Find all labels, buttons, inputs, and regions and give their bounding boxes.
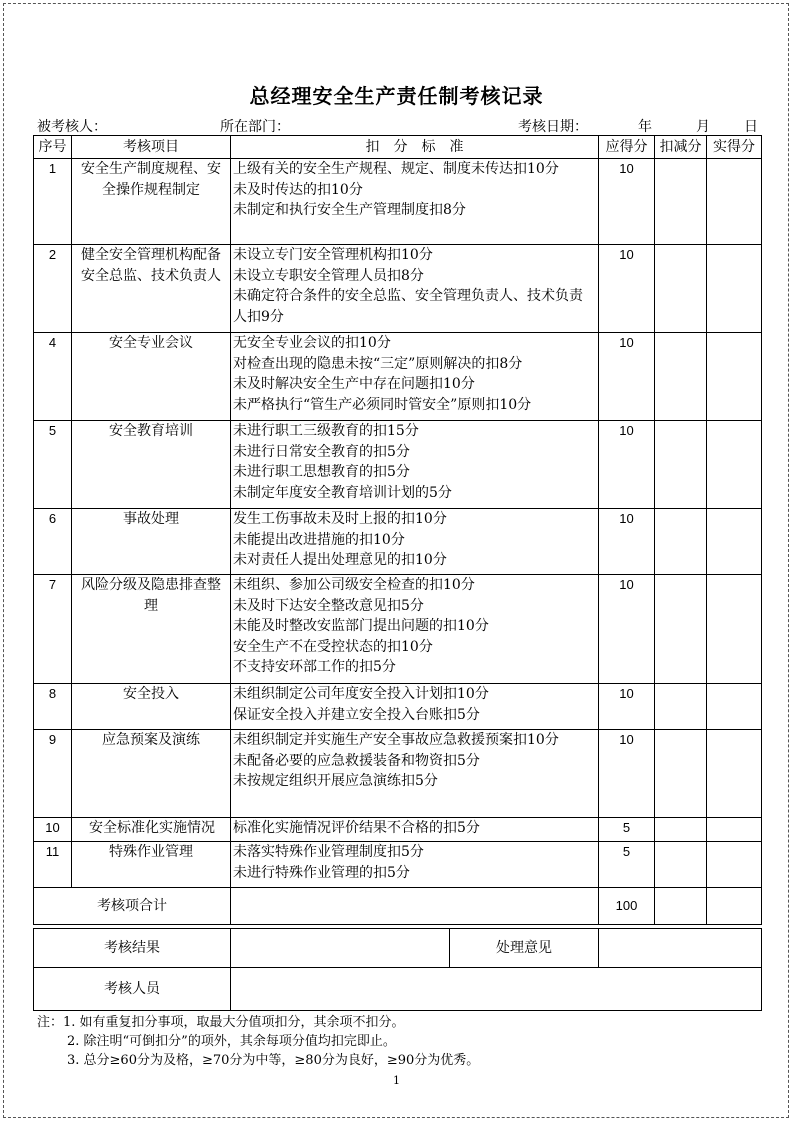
standard-line: 对检查出现的隐患未按“三定”原则解决的扣8分 xyxy=(233,355,523,372)
row-standard xyxy=(231,842,599,888)
row-standard xyxy=(231,684,599,730)
standard-line: 未配备必要的应急救援装备和物资扣5分 xyxy=(233,752,480,769)
row-actual-input[interactable] xyxy=(707,730,762,818)
row-no: 9 xyxy=(34,730,72,818)
total-actual-input[interactable] xyxy=(707,888,762,925)
table-header-row xyxy=(34,136,762,159)
opinion-input[interactable] xyxy=(599,929,762,968)
row-deduct-input[interactable] xyxy=(655,159,707,245)
standard-line: 未组织制定并实施生产安全事故应急救援预案扣10分 xyxy=(233,732,559,748)
row-full-score: 10 xyxy=(599,684,655,730)
assessor-label: 考核人员 xyxy=(34,968,231,1011)
header-standard: 扣 分 标 准 xyxy=(231,136,599,159)
standard-line: 未对责任人提出处理意见的扣10分 xyxy=(233,552,447,569)
row-no: 6 xyxy=(34,509,72,575)
standard-line: 未设立专职安全管理人员扣8分 xyxy=(233,267,424,284)
assessor-input[interactable] xyxy=(231,968,762,1011)
row-actual-input[interactable] xyxy=(707,245,762,333)
row-item: 安全教育培训 xyxy=(72,421,231,509)
row-no: 4 xyxy=(34,333,72,421)
row-standard xyxy=(231,333,599,421)
result-row xyxy=(34,929,762,968)
standard-line: 未严格执行“管生产必须同时管安全”原则扣10分 xyxy=(233,396,532,413)
date-label: 考核日期： xyxy=(518,119,588,135)
standard-line: 未确定符合条件的安全总监、安全管理负责人、技术负责人扣9分 xyxy=(233,288,583,325)
total-label: 考核项合计 xyxy=(34,888,231,925)
header-item: 考核项目 xyxy=(72,136,231,159)
row-standard xyxy=(231,159,599,245)
examinee-label: 被考核人： xyxy=(37,119,107,135)
row-full-score: 10 xyxy=(599,245,655,333)
total-deduct-input[interactable] xyxy=(655,888,707,925)
row-standard xyxy=(231,509,599,575)
row-full-score: 10 xyxy=(599,159,655,245)
row-item: 特殊作业管理 xyxy=(72,842,231,888)
table-row xyxy=(34,245,762,333)
standard-line: 保证安全投入并建立安全投入台账扣5分 xyxy=(233,706,480,723)
standard-line: 未按规定组织开展应急演练扣5分 xyxy=(233,773,438,790)
standard-line: 未能提出改进措施的扣10分 xyxy=(233,531,405,548)
row-item: 应急预案及演练 xyxy=(72,730,231,818)
row-standard xyxy=(231,730,599,818)
header-full-score: 应得分 xyxy=(599,136,655,159)
standard-line: 未制定年度安全教育培训计划的5分 xyxy=(233,484,452,501)
row-deduct-input[interactable] xyxy=(655,245,707,333)
row-actual-input[interactable] xyxy=(707,818,762,842)
row-item: 事故处理 xyxy=(72,509,231,575)
row-actual-input[interactable] xyxy=(707,333,762,421)
standard-line: 未组织制定公司年度安全投入计划扣10分 xyxy=(233,686,489,702)
result-input[interactable] xyxy=(231,929,450,968)
note-line: 2. 除注明“可倒扣分”的项外，其余每项分值均扣完即止。 xyxy=(67,1034,396,1049)
row-deduct-input[interactable] xyxy=(655,421,707,509)
row-deduct-input[interactable] xyxy=(655,575,707,684)
row-deduct-input[interactable] xyxy=(655,842,707,888)
table-row xyxy=(34,684,762,730)
standard-line: 未进行职工思想教育的扣5分 xyxy=(233,464,410,481)
table-row xyxy=(34,421,762,509)
row-standard xyxy=(231,421,599,509)
standard-line: 未进行日常安全教育的扣5分 xyxy=(233,443,410,460)
standard-line: 未能及时整改安监部门提出问题的扣10分 xyxy=(233,618,489,635)
row-full-score: 10 xyxy=(599,333,655,421)
date-month: 月 xyxy=(696,119,710,135)
row-no: 1 xyxy=(34,159,72,245)
row-deduct-input[interactable] xyxy=(655,818,707,842)
row-item: 健全安全管理机构配备安全总监、技术负责人 xyxy=(72,245,231,333)
row-actual-input[interactable] xyxy=(707,509,762,575)
row-full-score: 5 xyxy=(599,842,655,888)
table-row xyxy=(34,730,762,818)
note-line: 注：1. 如有重复扣分事项，取最大分值项扣分，其余项不扣分。 xyxy=(37,1015,405,1030)
page-number: 1 xyxy=(393,1074,400,1087)
table-row xyxy=(34,159,762,245)
page-title: 总经理安全生产责任制考核记录 xyxy=(249,84,544,108)
row-deduct-input[interactable] xyxy=(655,509,707,575)
standard-line: 未及时下达安全整改意见扣5分 xyxy=(233,597,424,614)
opinion-label: 处理意见 xyxy=(450,929,599,968)
table-row xyxy=(34,818,762,842)
assessor-row xyxy=(34,968,762,1011)
standard-line: 标准化实施情况评价结果不合格的扣5分 xyxy=(233,820,480,836)
row-standard xyxy=(231,575,599,684)
row-item: 安全生产制度规程、安全操作规程制定 xyxy=(72,159,231,245)
standard-line: 未及时传达的扣10分 xyxy=(233,181,363,198)
standard-line: 未进行特殊作业管理的扣5分 xyxy=(233,864,410,881)
standard-line: 未进行职工三级教育的扣15分 xyxy=(233,423,419,439)
table-row xyxy=(34,842,762,888)
row-full-score: 5 xyxy=(599,818,655,842)
row-no: 8 xyxy=(34,684,72,730)
table-row xyxy=(34,333,762,421)
assessment-table xyxy=(33,135,762,925)
row-standard xyxy=(231,245,599,333)
header-actual: 实得分 xyxy=(707,136,762,159)
row-deduct-input[interactable] xyxy=(655,333,707,421)
total-score: 100 xyxy=(599,888,655,925)
row-item: 安全投入 xyxy=(72,684,231,730)
note-line: 3. 总分≥60分为及格，≥70分为中等，≥80分为良好，≥90分为优秀。 xyxy=(67,1053,480,1068)
row-deduct-input[interactable] xyxy=(655,684,707,730)
row-item: 安全标准化实施情况 xyxy=(72,818,231,842)
date-day: 日 xyxy=(744,119,758,135)
notes xyxy=(37,1013,479,1070)
row-item: 风险分级及隐患排查整理 xyxy=(72,575,231,684)
row-item: 安全专业会议 xyxy=(72,333,231,421)
row-full-score: 10 xyxy=(599,575,655,684)
row-actual-input[interactable] xyxy=(707,684,762,730)
row-no: 11 xyxy=(34,842,72,888)
row-full-score: 10 xyxy=(599,730,655,818)
row-full-score: 10 xyxy=(599,421,655,509)
standard-line: 未组织、参加公司级安全检查的扣10分 xyxy=(233,577,475,593)
header-no: 序号 xyxy=(34,136,72,159)
table-row xyxy=(34,575,762,684)
total-row xyxy=(34,888,762,925)
total-standard-cell xyxy=(231,888,599,925)
row-no: 10 xyxy=(34,818,72,842)
date-year: 年 xyxy=(638,119,652,135)
row-actual-input[interactable] xyxy=(707,575,762,684)
header-deduct: 扣减分 xyxy=(655,136,707,159)
standard-line: 安全生产不在受控状态的扣10分 xyxy=(233,638,433,655)
standard-line: 未设立专门安全管理机构扣10分 xyxy=(233,247,433,263)
row-no: 5 xyxy=(34,421,72,509)
standard-line: 上级有关的安全生产规程、规定、制度未传达扣10分 xyxy=(233,161,559,177)
row-actual-input[interactable] xyxy=(707,159,762,245)
result-table xyxy=(33,928,762,1011)
row-no: 7 xyxy=(34,575,72,684)
standard-line: 未及时解决安全生产中存在问题扣10分 xyxy=(233,376,475,393)
department-label: 所在部门： xyxy=(220,119,290,135)
row-deduct-input[interactable] xyxy=(655,730,707,818)
standard-line: 不支持安环部工作的扣5分 xyxy=(233,659,396,676)
row-no: 2 xyxy=(34,245,72,333)
row-actual-input[interactable] xyxy=(707,421,762,509)
table-row xyxy=(34,509,762,575)
standard-line: 无安全专业会议的扣10分 xyxy=(233,335,391,351)
row-full-score: 10 xyxy=(599,509,655,575)
result-label: 考核结果 xyxy=(34,929,231,968)
standard-line: 发生工伤事故未及时上报的扣10分 xyxy=(233,511,447,527)
standard-line: 未落实特殊作业管理制度扣5分 xyxy=(233,844,424,860)
row-actual-input[interactable] xyxy=(707,842,762,888)
standard-line: 未制定和执行安全生产管理制度扣8分 xyxy=(233,202,466,219)
row-standard xyxy=(231,818,599,842)
